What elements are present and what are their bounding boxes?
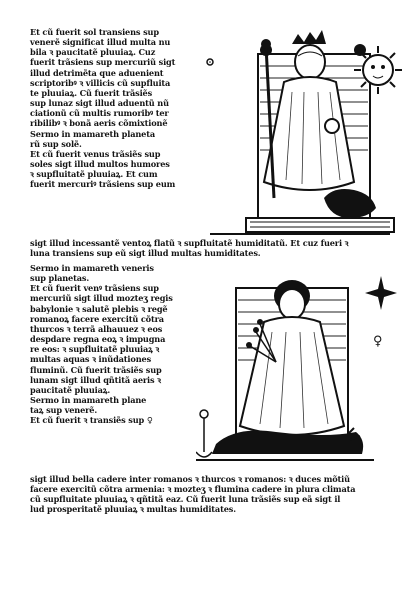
text-middle-line: re eos: ꝛ supfluitatẽ pluuiaꝝ ꝛ: [30, 344, 160, 355]
venus-icon: ♀: [373, 334, 383, 349]
text-middle-line: romanoꝝ facere exercitũ cõtra: [30, 313, 164, 324]
text-top-line: fuerit trãsiens sup mercuriũ sigt: [30, 57, 176, 68]
text-top-line: ciationũ cũ multis rumoribꝰ ter: [30, 108, 169, 119]
woodcut-venus: [196, 268, 374, 468]
text-top-line: bila ꝛ paucitatẽ pluuiaꝝ. Cuz: [30, 47, 156, 58]
text-line-wide-2: luna transiens sup eũ sigt illud multas humiditates.: [30, 248, 261, 258]
text-middle-line: Et cũ fuerit venꝰ trãsiens sup: [30, 283, 159, 294]
text-top-line: venerẽ significat illud multa nu: [30, 37, 171, 48]
text-middle-line: sup planetas.: [30, 273, 90, 284]
text-top-line: Et cũ fuerit venus trãsiẽs sup: [30, 148, 161, 159]
text-middle-line: babylonie ꝛ salutẽ plebis ꝛ regẽ: [30, 303, 168, 314]
text-middle-line: Sermo in mamareth veneris: [30, 263, 154, 273]
text-line-wide-1: sigt illud incessantẽ ventoꝝ flatũ ꝛ supfluitatẽ humiditatũ. Et cuz fueri ꝛ: [30, 238, 349, 248]
text-line-bottom-1: sigt illud bella cadere inter romanos ꝛ thurcos ꝛ romanos: ꝛ duces mõtiũ: [30, 474, 350, 484]
text-column-middle: [30, 263, 195, 426]
text-line-bottom-2: facere exercitũ cõtra armenia: ꝛ mozteʒ ꝛ flumina cadere in plura climata: [30, 484, 356, 494]
text-middle-line: Et cũ fuerit ꝛ transiẽs sup ♀: [30, 415, 153, 426]
text-middle-line: thurcos ꝛ terrã alhauuez ꝛ eos: [30, 323, 163, 334]
text-middle-line: mercuriũ sigt illud mozteʒ regis: [30, 293, 173, 304]
text-middle-line: paucitatẽ pluuiaꝝ.: [30, 384, 111, 395]
text-top-line: scriptoribꝰ ꝛ villicis cũ supfluita: [30, 77, 171, 88]
text-middle-line: lunam sigt illud qñtitã aeris ꝛ: [30, 374, 161, 385]
text-middle-line: despdare regna eoꝝ ꝛ impugna: [30, 334, 166, 345]
text-top-line: Et cũ fuerit sol transiens sup: [30, 27, 159, 37]
text-middle-line: fluminũ. Cũ fuerit trãsiẽs sup: [30, 364, 162, 375]
text-top-line: illud detrimẽta que aduenient: [30, 67, 164, 78]
text-middle-line: multas aquas ꝛ inũdationes: [30, 354, 152, 365]
text-top-line: te pluuiaꝝ. Cũ fuerit trãsiẽs: [30, 87, 153, 98]
text-column-top: [30, 27, 195, 190]
text-middle-line: taꝝ sup venerẽ.: [30, 405, 98, 416]
text-top-line: rũ sup solẽ.: [30, 138, 82, 149]
woodcut-sun-king: [200, 22, 404, 244]
text-line-bottom-3: cũ supfluitate pluuiaꝝ ꝛ qñtitã eaz. Cũ fuerit luna trãsiẽs sup eã sigt il: [30, 494, 341, 504]
text-top-line: ribilibꝰ ꝛ bonã aeris cõmixtionẽ: [30, 118, 168, 129]
text-line-bottom-4: lud prosperitatẽ pluuiaꝝ ꝛ multas humiditates.: [30, 504, 236, 514]
text-middle-line: Sermo in mamareth plane: [30, 395, 147, 406]
text-top-line: Sermo in mamareth planeta: [30, 128, 156, 139]
text-top-line: ꝛ supfluitatẽ pluuiaꝝ. Et cum: [30, 169, 158, 180]
text-top-line: soles sigt illud multos humores: [30, 159, 170, 170]
woodcut-venus-drawing: [196, 268, 374, 468]
woodcut-sun-king-drawing: [200, 22, 404, 244]
text-top-line: fuerit mercuriꝰ trãsiens sup eum: [30, 179, 176, 190]
text-top-line: sup lunaz sigt illud aduentũ nũ: [30, 98, 169, 109]
